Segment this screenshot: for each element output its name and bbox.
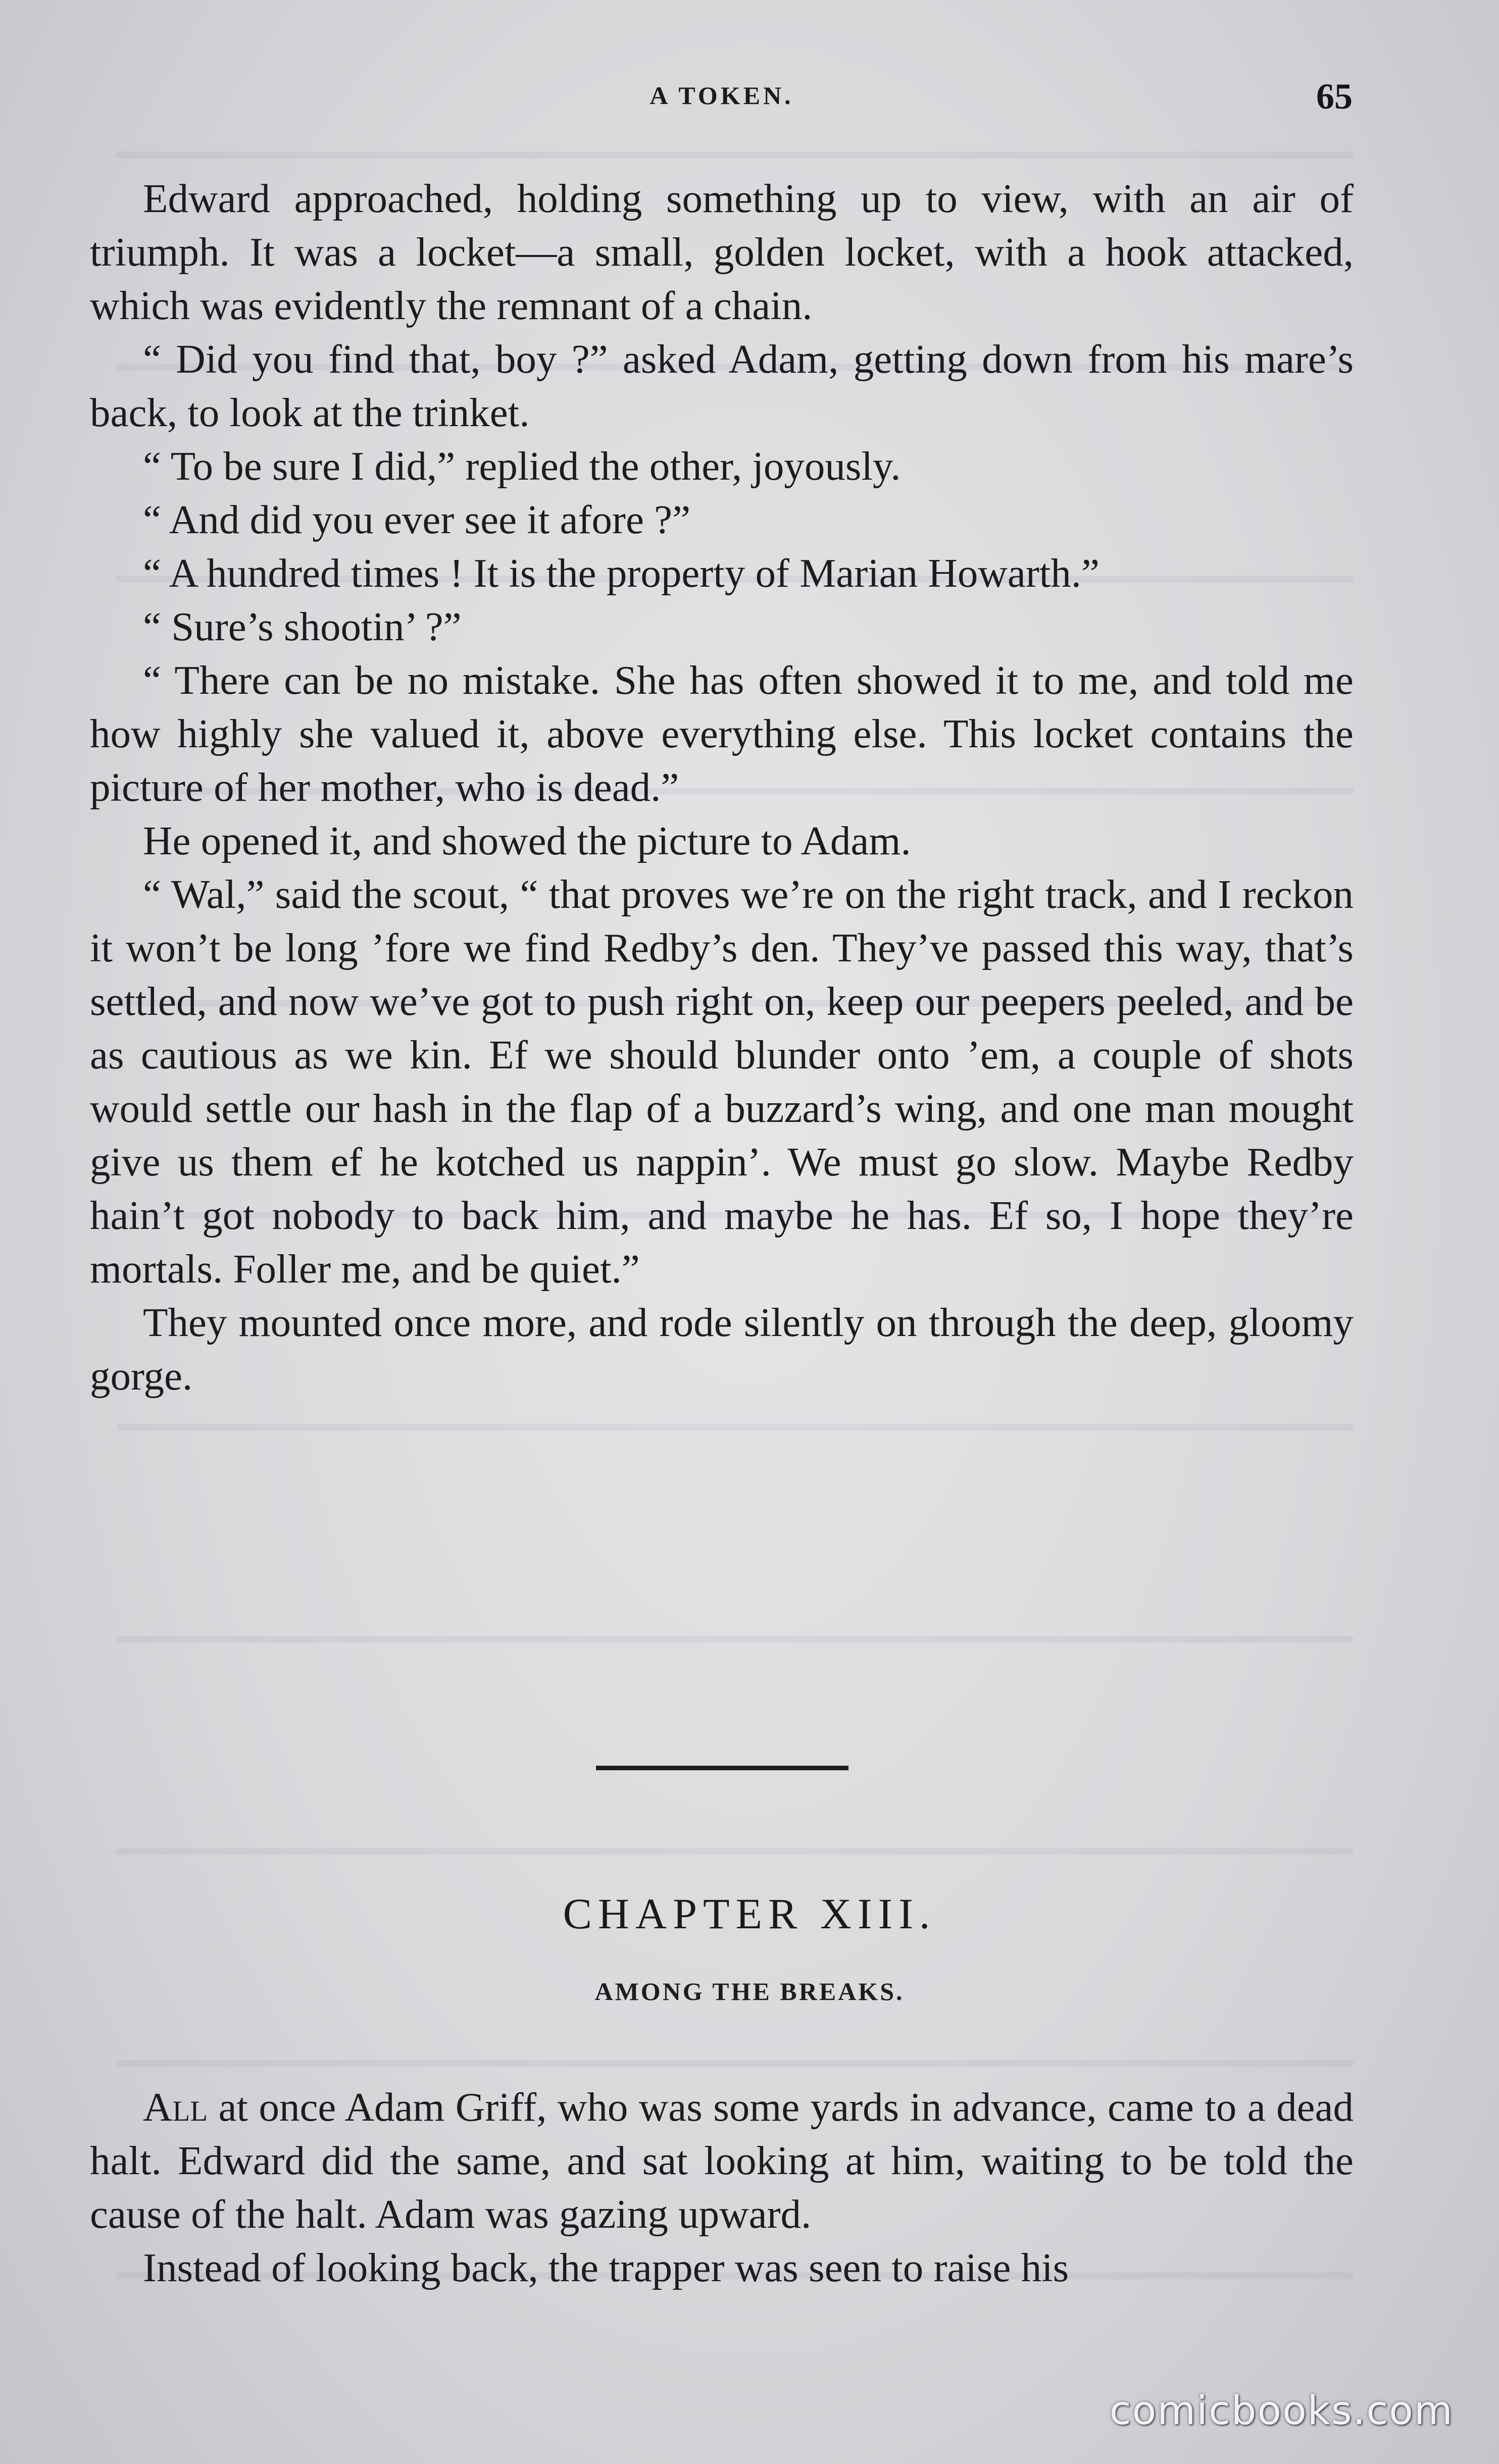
running-title: A TOKEN. (649, 81, 794, 110)
chapter-subtitle: AMONG THE BREAKS. (594, 1977, 905, 2006)
opening-word: All (143, 2084, 208, 2130)
chapter-title: CHAPTER XIII. (563, 1889, 936, 1938)
paragraph: “ Wal,” said the scout, “ that proves we’re on the right track, and I reckon it won’t be long ’fore we find Redby’s den. They’ve passed this way, that’s settled, and now we’ve got to push right on, keep our peepers peeled, and be as cautious as we kin. Ef we should blunder onto ’em, a couple of shots would settle our hash in the flap of a buzzard’s wing, and one man mought give us them ef he kotched us nappin’. We must go slow. Maybe Redby hain’t got nobody to back him, and maybe he has. Ef so, I hope they’re mortals. Foller me, and be quiet.” (90, 871, 1354, 1292)
paragraph: Instead of looking back, the trapper was seen to raise his (143, 2245, 1069, 2290)
bleed-through-line (116, 1424, 1354, 1431)
bleed-through-line (116, 1848, 1354, 1855)
site-watermark: comicbooks.com (1109, 2388, 1454, 2434)
bleed-through-line (116, 2060, 1354, 2067)
running-head (91, 76, 1353, 121)
paragraph: “ Did you find that, boy ?” asked Adam, getting down from his mare’s back, to look at the trinket. (90, 336, 1354, 435)
paragraph: He opened it, and showed the picture to Adam. (143, 818, 911, 863)
section-divider (596, 1766, 848, 1770)
paragraph: “ Sure’s shootin’ ?” (143, 604, 462, 649)
paragraph-chapter-opening (90, 2080, 1354, 2241)
opening-paragraph-text: at once Adam Griff, who was some yards in advance, came to a dead halt. Edward did the same, and sat looking at him, waiting to be told the cause of the halt. Adam was gazing upward. (90, 2084, 1354, 2237)
paragraph: “ There can be no mistake. She has often showed it to me, and told me how highly she valued it, above everything else. This locket contains the picture of her mother, who is dead.” (90, 657, 1354, 810)
body-text-top (90, 172, 1354, 1403)
paragraph: “ To be sure I did,” replied the other, joyously. (143, 443, 901, 489)
paragraph: They mounted once more, and rode silently on through the deep, gloomy gorge. (90, 1300, 1354, 1399)
bleed-through-line (116, 1636, 1354, 1643)
paragraph: “ A hundred times ! It is the property of Marian Howarth.” (143, 550, 1100, 596)
paragraph: “ And did you ever see it afore ?” (143, 497, 691, 542)
paragraph: Edward approached, holding something up to view, with an air of triumph. It was a locket—a small, golden locket, with a hook attacked, which was evidently the remnant of a chain. (90, 176, 1354, 328)
bleed-through-line (116, 151, 1354, 159)
body-text-bottom (90, 2080, 1354, 2294)
page-number: 65 (1316, 76, 1353, 117)
